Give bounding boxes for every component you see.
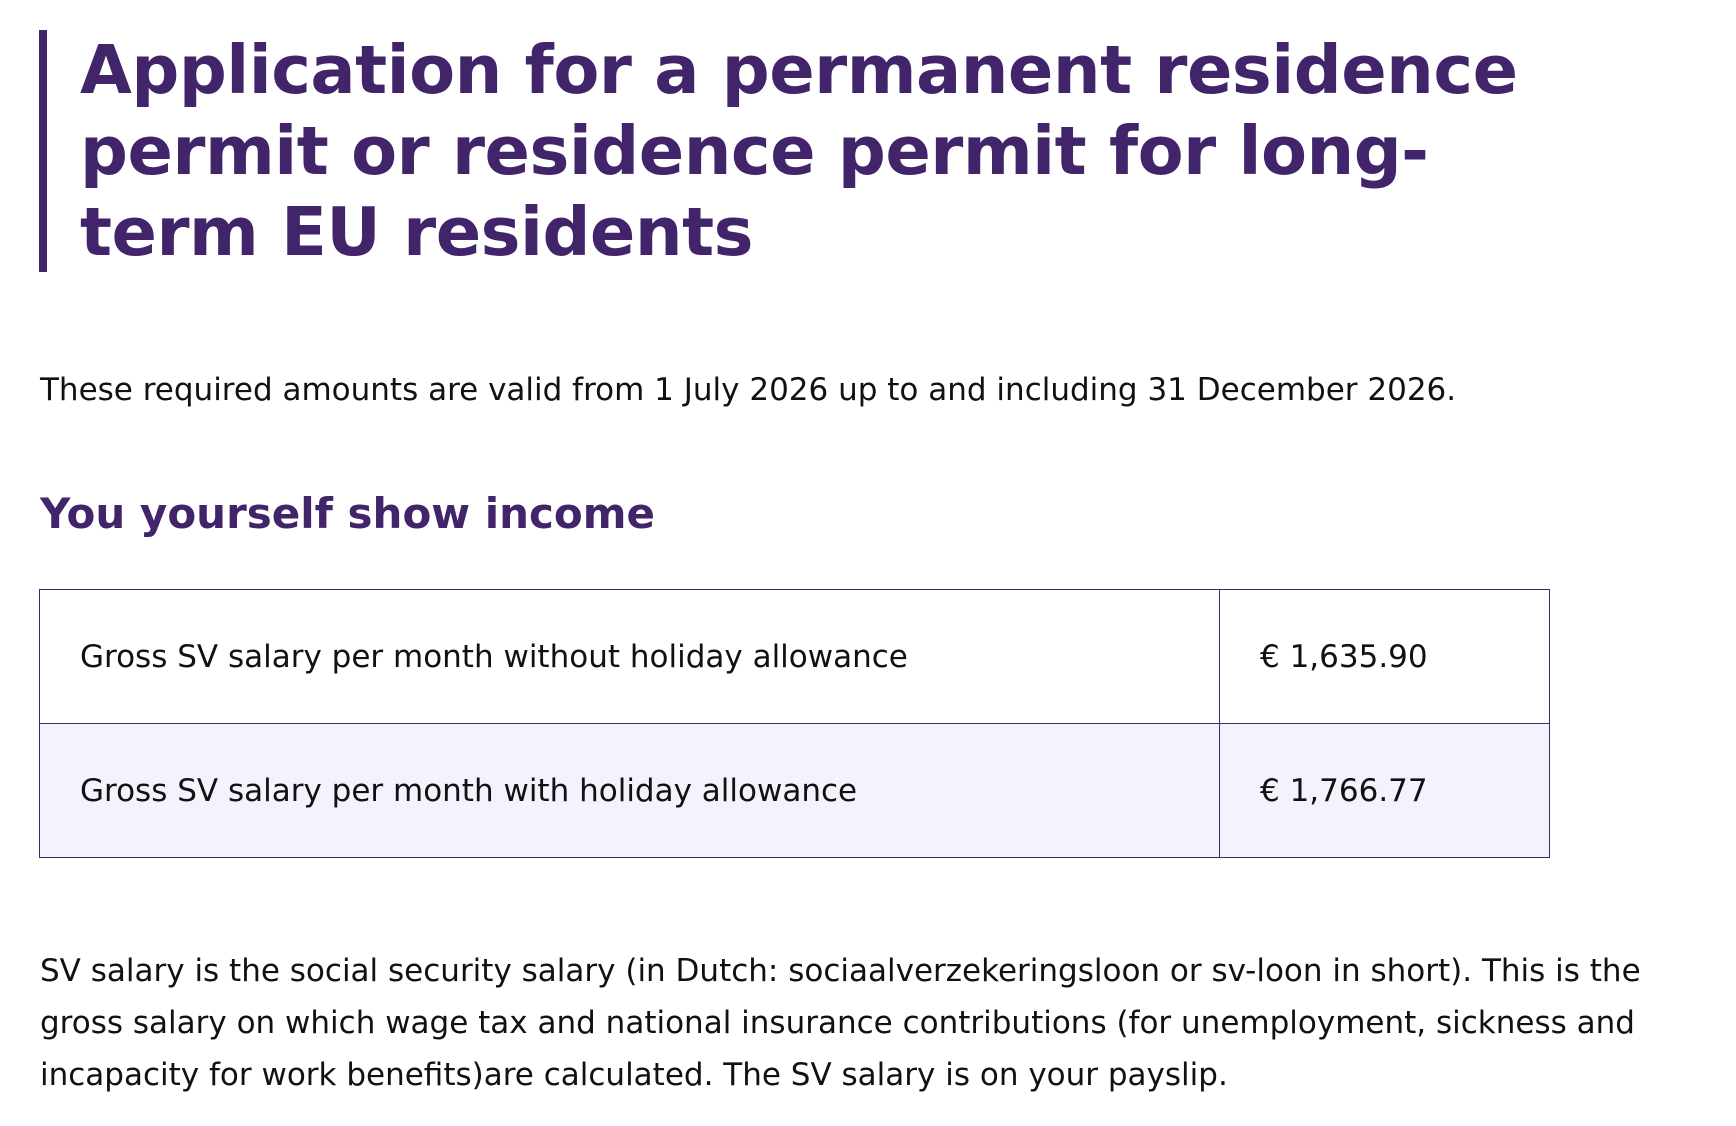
sv-salary-explanation: SV salary is the social security salary (in Dutch: sociaalverzekeringsloon or sv-loon in short). This is the gross salary on which wage tax and national insurance contributions (for unemployment, sickness and incapacity for work benefits)are calculated. The SV salary is on your payslip.	[40, 953, 1641, 1093]
section-heading: You yourself show income	[40, 489, 656, 538]
table-row	[40, 590, 1550, 724]
row-amount: € 1,635.90	[1220, 590, 1550, 724]
title-block	[39, 30, 1539, 272]
row-label: Gross SV salary per month without holiday allowance	[40, 590, 1220, 724]
validity-notice: These required amounts are valid from 1 July 2026 up to and including 31 December 2026.	[40, 372, 1457, 408]
row-label: Gross SV salary per month with holiday allowance	[40, 724, 1220, 858]
page-title: Application for a permanent residence permit or residence permit for long-term EU residents	[80, 31, 1518, 271]
table-row	[40, 724, 1550, 858]
income-requirements-table	[39, 589, 1550, 858]
row-amount: € 1,766.77	[1220, 724, 1550, 858]
